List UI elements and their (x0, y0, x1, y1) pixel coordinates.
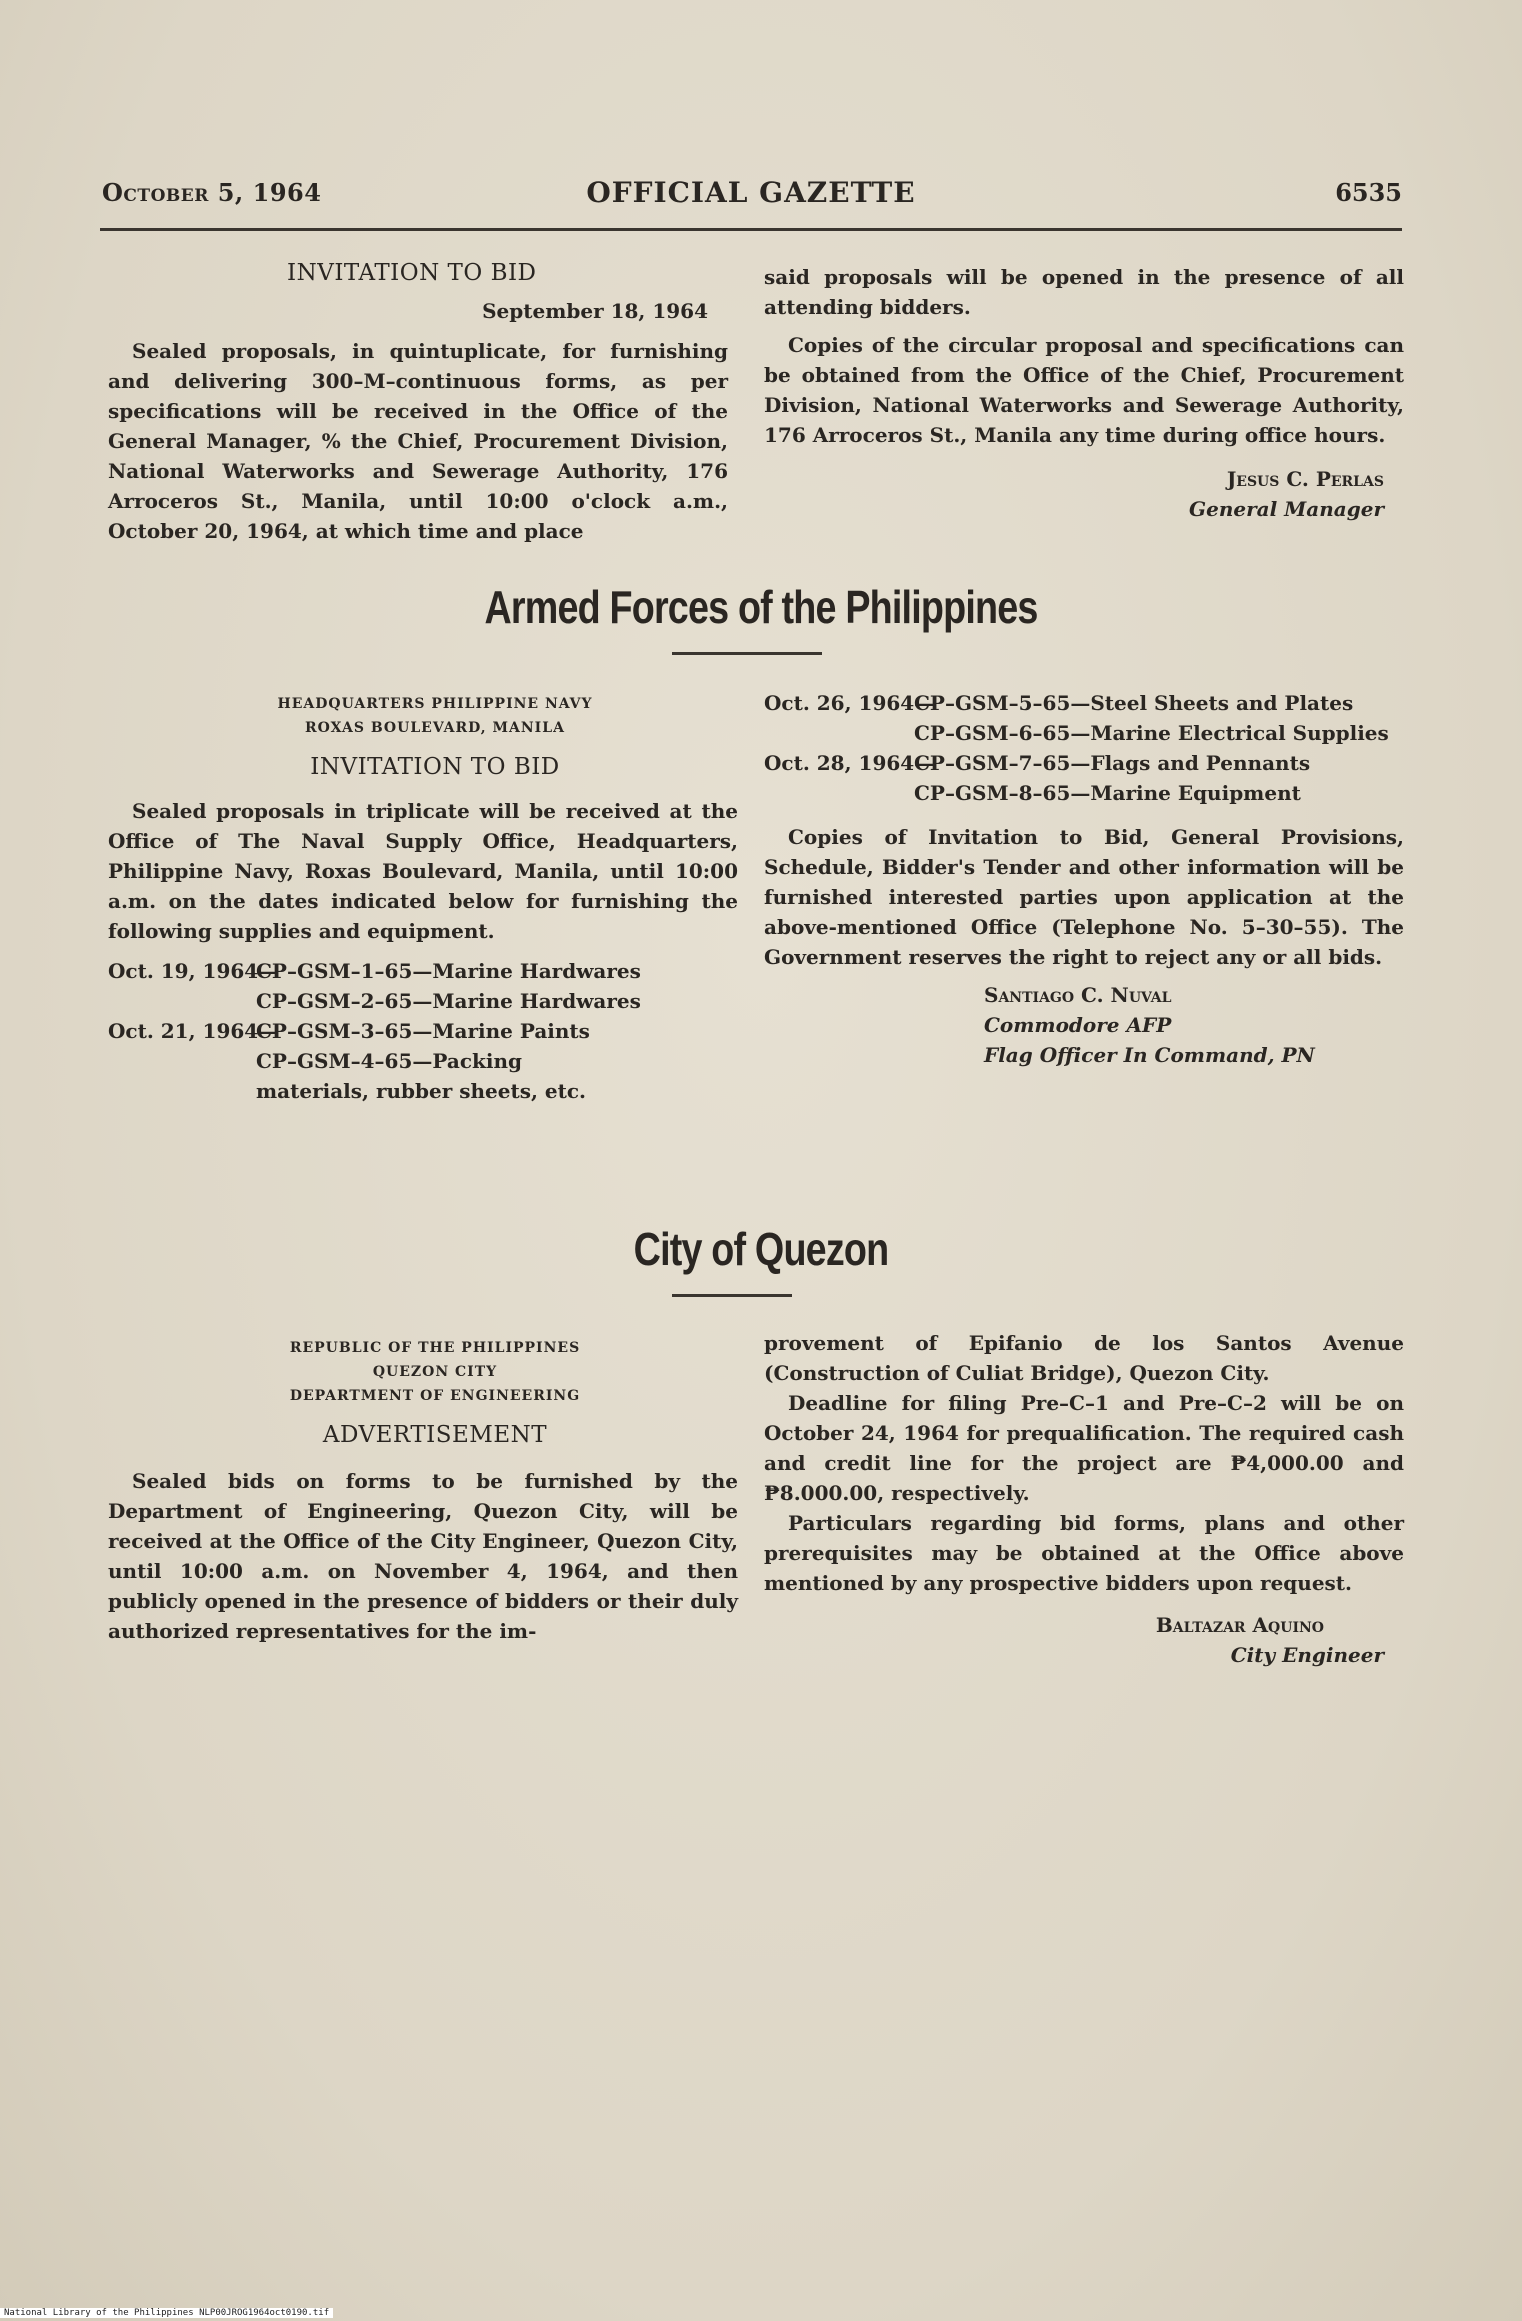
afp-item-text: CP–GSM–2–65—Marine Hardwares (256, 989, 641, 1013)
quezon-paragraph-3: Particulars regarding bid forms, plans and other prerequisites may be obtained at the Office above mentioned by any prospective bidders upon request. (764, 1511, 1404, 1595)
quezon-paragraph-1-continued: provement of Epifanio de los Santos Avenue (Construction of Culiat Bridge), Quezon City. (764, 1331, 1404, 1385)
nawasa-right-column (764, 262, 1404, 524)
afp-right-column (764, 688, 1404, 1070)
afp-item-text: CP–GSM–7–65—Flags and Pennants (914, 751, 1311, 775)
afp-item-row (764, 748, 1404, 778)
afp-item-row (764, 718, 1404, 748)
afp-item-text: CP–GSM–3–65—Marine Paints (256, 1019, 590, 1043)
nawasa-signature (764, 464, 1404, 524)
quezon-org-line-2: QUEZON CITY (372, 1364, 498, 1380)
nawasa-paragraph-1: Sealed proposals, in quintuplicate, for furnishing and delivering 300–M–continuous forms, as per specifications will be received in the Office of the General Manager, % the Chief, Procurement Division, National Waterworks and Sewerage Authority, 176 Arroceros St., Manila, until 10:00 o'clock a.m., October 20, 1964, at which time and place (108, 339, 728, 543)
quezon-section-title: City of Quezon (633, 1223, 889, 1275)
afp-item-text: CP–GSM–5–65—Steel Sheets and Plates (914, 691, 1354, 715)
afp-left-column (108, 692, 738, 1106)
quezon-heading: ADVERTISEMENT (322, 1422, 548, 1448)
nawasa-date: September 18, 1964 (482, 299, 708, 323)
quezon-paragraph-2: Deadline for filing Pre–C–1 and Pre–C–2 will be on October 24, 1964 for prequalification. The required cash and credit line for the project are ₱4,000.00 and ₱8.000.00, respectively. (764, 1391, 1404, 1505)
afp-org-line-1: HEADQUARTERS PHILIPPINE NAVY (277, 696, 593, 712)
afp-item-row (108, 956, 738, 986)
afp-item-text: CP–GSM–4–65—Packing materials, rubber sheets, etc. (256, 1049, 587, 1103)
afp-item-row (108, 986, 738, 1016)
afp-heading: INVITATION TO BID (310, 754, 560, 780)
nawasa-heading: INVITATION TO BID (287, 260, 537, 286)
nawasa-left-column (108, 258, 728, 546)
afp-paragraph-2: Copies of Invitation to Bid, General Provisions, Schedule, Bidder's Tender and other information will be furnished interested parties upon application at the above-mentioned Office (Telephone No. 5–30–55). The Government reserves the right to reject any or all bids. (764, 825, 1404, 969)
quezon-signatory-title: City Engineer (1230, 1643, 1384, 1667)
header-title: OFFICIAL GAZETTE (586, 176, 916, 209)
header-rule (100, 228, 1402, 231)
afp-signature (764, 980, 1404, 1070)
quezon-section-rule (672, 1294, 792, 1297)
quezon-signature (764, 1610, 1404, 1670)
nawasa-paragraph-2: Copies of the circular proposal and specifications can be obtained from the Office of the Chief, Procurement Division, National Waterworks and Sewerage Authority, 176 Arroceros St., Manila any time during office hours. (764, 333, 1404, 447)
page-number: 6535 (1335, 178, 1402, 207)
nawasa-signatory-name: Jesus C. Perlas (1226, 467, 1384, 491)
quezon-right-column (764, 1328, 1404, 1670)
afp-item-text: CP–GSM–1–65—Marine Hardwares (256, 959, 641, 983)
quezon-paragraph-1: Sealed bids on forms to be furnished by the Department of Engineering, Quezon City, will be received at the Office of the City Engineer, Quezon City, until 10:00 a.m. on November 4, 1964, and then publicly opened in the presence of bidders or their duly authorized representatives for the im- (108, 1469, 738, 1643)
header-date: October 5, 1964 (102, 178, 322, 207)
afp-paragraph-1: Sealed proposals in triplicate will be received at the Office of The Naval Supply Office, Headquarters, Philippine Navy, Roxas Boulevard, Manila, until 10:00 a.m. on the dates indicated below for furnishing the following supplies and equipment. (108, 799, 738, 943)
afp-item-text: CP–GSM–8–65—Marine Equipment (914, 781, 1301, 805)
afp-section-rule (672, 652, 822, 655)
quezon-org-line-3: DEPARTMENT OF ENGINEERING (289, 1388, 581, 1404)
afp-item-row (108, 1046, 738, 1106)
afp-item-row (108, 1016, 738, 1046)
afp-items-right (764, 688, 1404, 808)
quezon-org-line-1: REPUBLIC OF THE PHILIPPINES (289, 1340, 581, 1356)
nawasa-paragraph-1-continued: said proposals will be opened in the presence of all attending bidders. (764, 265, 1404, 319)
nawasa-signatory-title: General Manager (1189, 497, 1384, 521)
afp-org-line-2: ROXAS BOULEVARD, MANILA (305, 720, 565, 736)
afp-items-left (108, 956, 738, 1106)
afp-item-date: Oct. 26, 1964— (764, 691, 935, 715)
running-header (100, 178, 1402, 218)
afp-section-title: Armed Forces of the Philippines (484, 581, 1038, 633)
scan-footer: National Library of the Philippines NLP00JROG1964oct0190.tif (0, 2308, 333, 2318)
afp-signatory-title-2: Flag Officer In Command, PN (984, 1043, 1315, 1067)
afp-item-date: Oct. 28, 1964— (764, 751, 935, 775)
afp-item-date: Oct. 21, 1964— (108, 1019, 279, 1043)
afp-signatory-title-1: Commodore AFP (984, 1013, 1172, 1037)
afp-item-text: CP–GSM–6–65—Marine Electrical Supplies (914, 721, 1389, 745)
afp-item-row (764, 688, 1404, 718)
quezon-left-column (108, 1336, 738, 1646)
afp-signatory-name: Santiago C. Nuval (984, 983, 1172, 1007)
afp-item-row (764, 778, 1404, 808)
afp-item-date: Oct. 19, 1964— (108, 959, 279, 983)
quezon-signatory-name: Baltazar Aquino (1155, 1613, 1324, 1637)
